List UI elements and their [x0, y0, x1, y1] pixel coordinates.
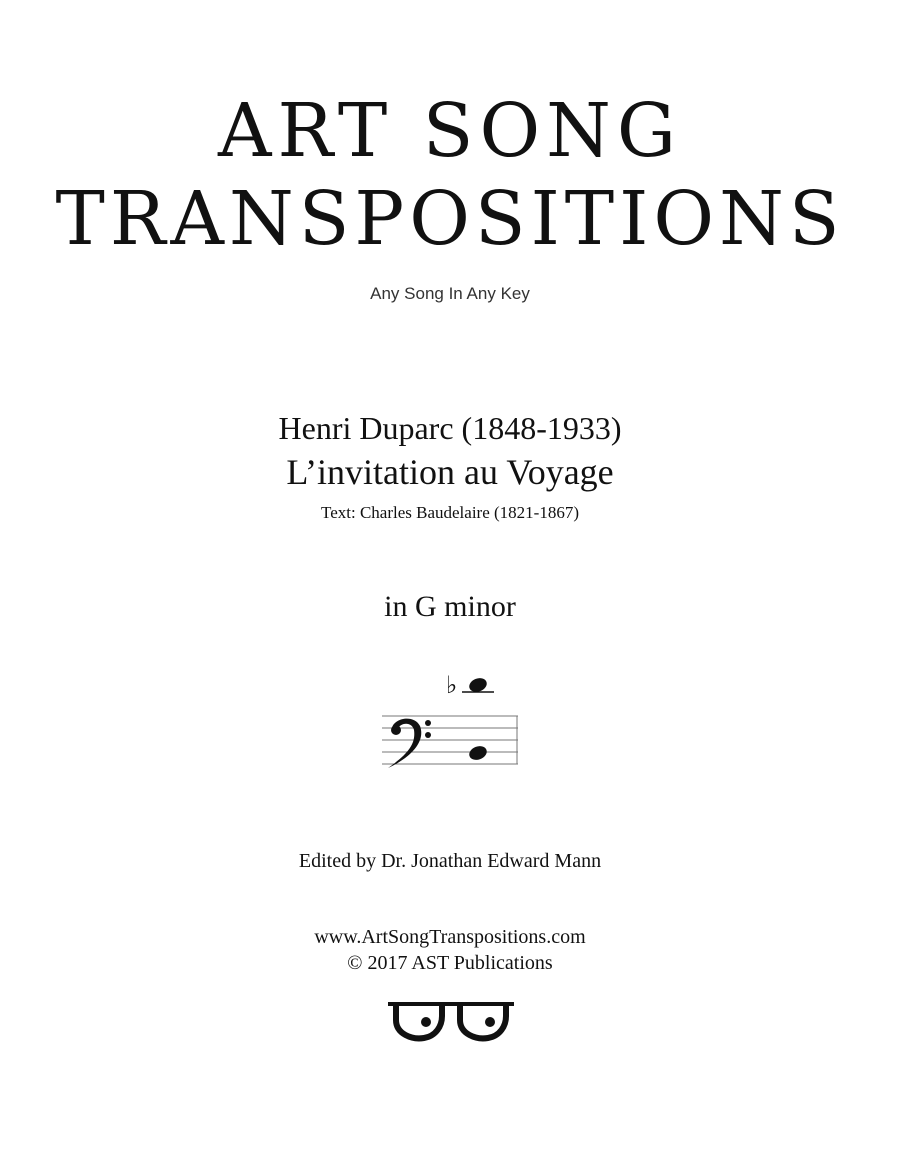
- song-title: L’invitation au Voyage: [286, 452, 614, 492]
- copyright: © 2017 AST Publications: [347, 952, 553, 974]
- bass-clef-icon: [388, 719, 431, 768]
- ast-logo-icon: [384, 998, 518, 1044]
- composer: Henri Duparc (1848-1933): [278, 410, 622, 446]
- key-label: in G minor: [384, 590, 516, 623]
- note-head-low: [467, 744, 488, 762]
- brand-title-line2: TRANSPOSITIONS: [55, 176, 845, 262]
- high-note-a-flat: [446, 671, 494, 699]
- tagline: Any Song In Any Key: [370, 284, 530, 303]
- vocal-range-staff: [370, 650, 530, 790]
- staff-svg: [370, 650, 530, 790]
- flat-icon: ♭: [446, 671, 458, 699]
- website-link[interactable]: www.ArtSongTranspositions.com: [314, 926, 586, 948]
- text-credit: Text: Charles Baudelaire (1821-1867): [321, 503, 579, 522]
- brand-title-line1: ART SONG: [218, 88, 682, 174]
- editor-credit: Edited by Dr. Jonathan Edward Mann: [298, 850, 602, 872]
- publisher-logo: [384, 998, 518, 1044]
